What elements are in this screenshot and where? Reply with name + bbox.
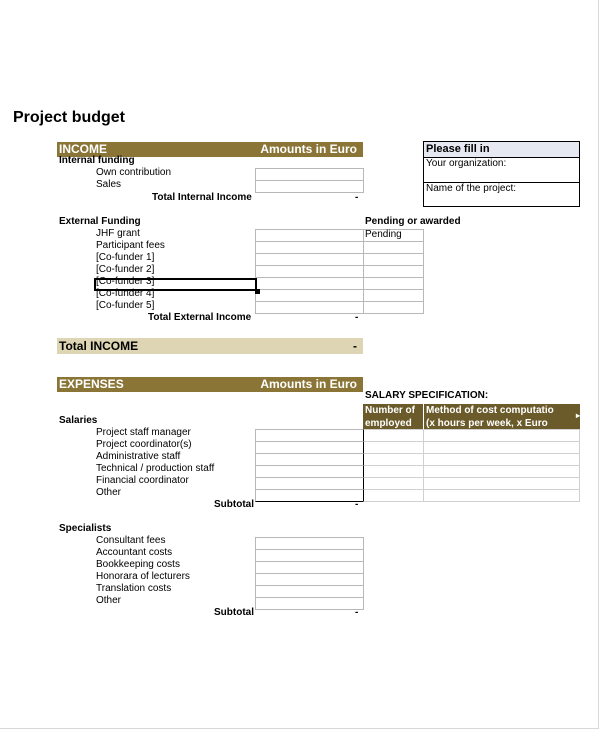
salaries-label: Salaries [59, 415, 98, 426]
total-internal-value: - [355, 192, 359, 203]
external-item-label: [Co-funder 2] [96, 264, 155, 275]
sales-amount-cell[interactable] [255, 180, 364, 193]
overflow-arrow-icon: ▸ [576, 411, 580, 420]
specialist-item-label: Other [96, 595, 122, 606]
organization-label: Your organization: [426, 158, 507, 169]
pending-cell[interactable] [363, 301, 424, 314]
internal-funding-label: Internal funding [59, 155, 135, 166]
expenses-header [57, 377, 363, 392]
salary-method-header [423, 404, 580, 430]
specialists-subtotal-value: - [355, 607, 359, 618]
project-name-field[interactable] [424, 183, 579, 195]
page-title: Project budget [13, 109, 126, 126]
specialist-amount-cell[interactable] [255, 597, 364, 610]
sales-label: Sales [96, 179, 122, 190]
organization-field[interactable] [424, 158, 579, 183]
salary-method-cell[interactable] [423, 489, 580, 502]
specialists-label: Specialists [59, 523, 112, 534]
specialist-item-label: Accountant costs [96, 547, 173, 558]
salary-number-employed-header [363, 404, 423, 430]
salary-item-label: Project staff manager [96, 427, 191, 438]
salaries-subtotal-value: - [355, 499, 359, 510]
pending-value: Pending [365, 229, 402, 240]
external-item-label: [Co-funder 5] [96, 300, 155, 311]
external-item-label: Participant fees [96, 240, 165, 251]
external-funding-label: External Funding [59, 216, 141, 227]
external-amount-cell[interactable] [255, 301, 364, 314]
specialist-item-label: Honorara of lecturers [96, 571, 190, 582]
expenses-header-label: EXPENSES [59, 377, 124, 391]
income-header-label: INCOME [59, 142, 107, 156]
total-internal-label: Total Internal Income [152, 192, 252, 203]
total-income-row [57, 338, 363, 354]
salary-col2-line1: Method of cost computatio [426, 405, 554, 416]
project-name-label: Name of the project: [426, 183, 517, 194]
specialists-subtotal-label: Subtotal [214, 607, 254, 618]
salaries-subtotal-label: Subtotal [214, 499, 254, 510]
salary-col1-line2: employed [365, 418, 412, 429]
specialist-item-label: Translation costs [96, 583, 172, 594]
total-income-label: Total INCOME [59, 339, 139, 353]
specialist-item-label: Bookkeeping costs [96, 559, 180, 570]
please-fill-in-header: Please fill in [424, 142, 579, 158]
own-contribution-label: Own contribution [96, 167, 172, 178]
salary-col1-line1: Number of [365, 405, 415, 416]
salary-item-label: Project coordinator(s) [96, 439, 192, 450]
external-item-label: [Co-funder 3] [96, 276, 155, 287]
selected-cell-cursor[interactable] [94, 278, 257, 291]
salary-item-label: Other [96, 487, 122, 498]
total-external-value: - [355, 312, 359, 323]
salary-item-label: Administrative staff [96, 451, 181, 462]
income-amount-header: Amounts in Euro [260, 142, 357, 156]
salary-amount-cell[interactable] [255, 489, 364, 502]
external-item-label: [Co-funder 1] [96, 252, 155, 263]
pending-awarded-label: Pending or awarded [365, 216, 461, 227]
total-external-label: Total External Income [148, 312, 252, 323]
salary-number-cell[interactable] [363, 489, 424, 502]
external-item-label: [Co-funder 4] [96, 288, 155, 299]
salary-item-label: Technical / production staff [96, 463, 215, 474]
expenses-amount-header: Amounts in Euro [260, 377, 357, 391]
salary-col2-line2: (x hours per week, x Euro [426, 418, 548, 429]
fill-handle[interactable] [255, 289, 260, 294]
specialist-item-label: Consultant fees [96, 535, 166, 546]
please-fill-in-box [423, 141, 580, 207]
external-item-label: JHF grant [96, 228, 140, 239]
salary-item-label: Financial coordinator [96, 475, 189, 486]
salary-specification-label: SALARY SPECIFICATION: [365, 390, 489, 401]
total-income-value: - [353, 339, 357, 353]
